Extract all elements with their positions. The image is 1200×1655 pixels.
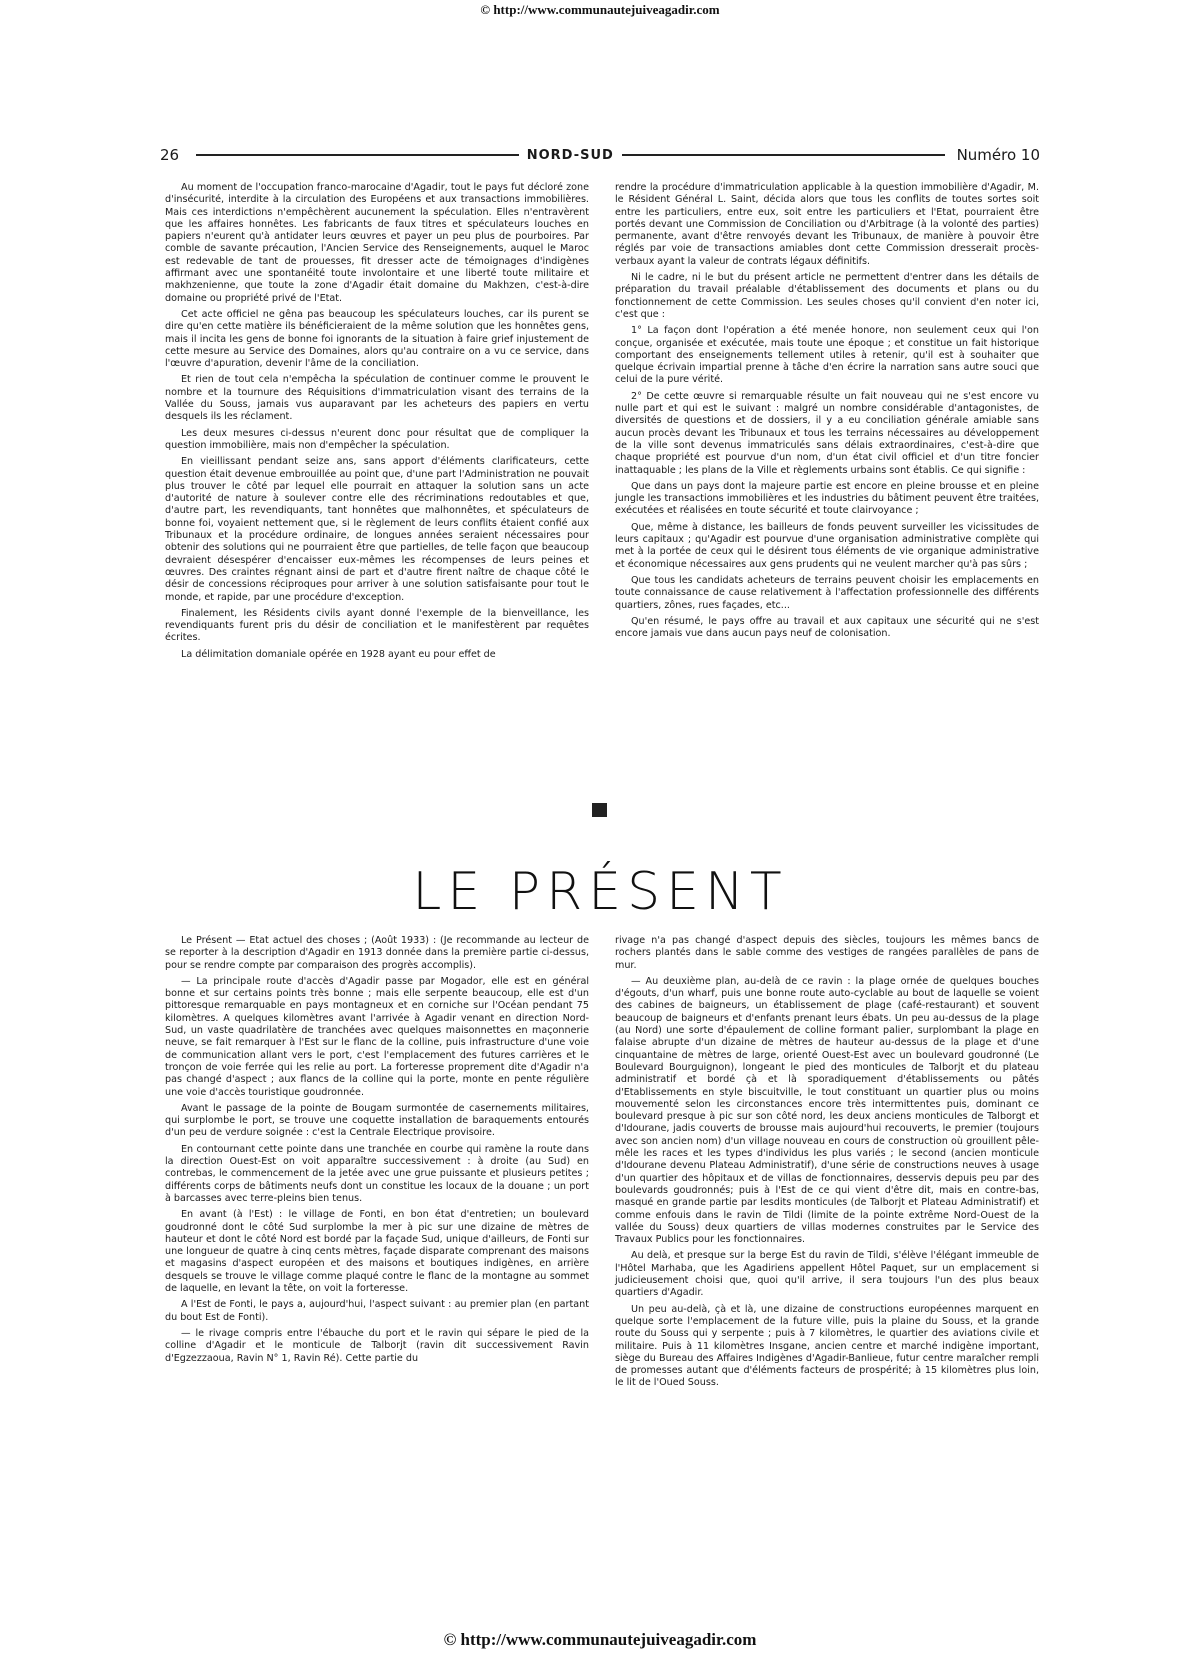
header-rule-right	[622, 154, 945, 156]
column-top-right	[615, 182, 1039, 644]
section-ornament	[592, 803, 607, 817]
paragraph: Au moment de l'occupation franco-marocaine d'Agadir, tout le pays fut décloré zone d'insécurité, interdite à la circulation des Européens et aux transactions immobilières. Mais ces interdictions n'empêchèrent aucunement la spéculation. Elles n'entravèrent que les affaires honnêtes. Les fabricants de faux titres et spéculateurs louches en papiers n'eurent qu'à antidater leurs œuvres et payer un peu plus de pourboires. Par comble de savante précaution, l'Ancien Service des Renseignements, auquel le Maroc est redevable de tant de prouesses, fit dresser acte de témoignages d'indigènes affirmant avec une spontanéité toute involontaire et une liberté toute militaire et makhzenienne, que toute la zone d'Agadir était domaine du Makhzen, c'est-à-dire domaine ou propriété privé de l'Etat.	[165, 182, 589, 304]
paragraph: 1° La façon dont l'opération a été menée honore, non seulement ceux qui l'on conçue, organisée et exécutée, mais toute une époque ; et constitue un fait historique comportant des enseignements tellement utiles à retenir, qu'il est à souhaiter que quelque écrivain impartial prenne à tâche d'en écrire la narration sans autre souci que celui de la pure vérité.	[615, 325, 1039, 386]
paragraph: En vieillissant pendant seize ans, sans apport d'éléments clarificateurs, cette question était devenue embrouillée au point que, d'une part l'Administration ne pouvait plus trouver le côté par lequel elle pourrait en attaquer la solution sans un acte d'autorité de nature à soulever contre elle des récriminations redoutables et que, d'autre part, les revendiquants, tant honnêtes que malhonnêtes, et spéculateurs de bonne foi, voyaient nettement que, si le règlement de leurs conflits étaient confié aux Tribunaux et la procédure ordinaire, de longues années seraient nécessaires pour obtenir des solutions qui ne pourraient être que partielles, de telle façon que beaucoup devraient désespérer d'encaisser eux-mêmes les récompenses de leurs peines et œuvres. Des craintes régnant ainsi de part et d'autre firent naître de chaque côté le désir de concessions réciproques pour arriver à une solution satisfaisante pour tout le monde, et rapide, par une procédure d'exception.	[165, 456, 589, 603]
paragraph: Un peu au-delà, çà et là, une dizaine de constructions européennes marquent en quelque sorte l'emplacement de la future ville, puis la plaine du Souss, et la grande route du Souss qui y serpente ; puis à 7 kilomètres, le quartier des aviations civile et militaire. Puis à 11 kilomètres Insgane, ancien centre et marché indigène important, siège du Bureau des Affaires Indigènes d'Agadir-Banlieue, futur centre maraîcher rempli de promesses autant que d'éléments facteurs de prospérité; à 15 kilomètres plus loin, le lit de l'Oued Souss.	[615, 1303, 1039, 1389]
column-top-left	[165, 182, 589, 665]
paragraph: Qu'en résumé, le pays offre au travail et aux capitaux une sécurité qui ne s'est encore jamais vue dans aucun pays neuf de colonisation.	[615, 615, 1039, 640]
column-bottom-left	[165, 935, 589, 1369]
paragraph: rivage n'a pas changé d'aspect depuis des siècles, toujours les mêmes bancs de rochers plantés dans le sable comme des vestiges de rangées parallèles de pans de mur.	[615, 935, 1039, 971]
paragraph: Le Présent — Etat actuel des choses ; (Août 1933) : (Je recommande au lecteur de se reporter à la description d'Agadir en 1913 donnée dans la première partie ci-dessus, pour se rendre compte par comparaison des progrès accomplis).	[165, 935, 589, 971]
paragraph: Au delà, et presque sur la berge Est du ravin de Tildi, s'élève l'élégant immeuble de l'Hôtel Marhaba, que les Agadiriens appellent Hôtel Paquet, sur un emplacement si judicieusement choisi que, quoi qu'il arrive, il sera toujours l'un des plus beaux quartiers d'Agadir.	[615, 1250, 1039, 1299]
masthead: NORD-SUD	[526, 147, 614, 163]
paragraph: Que dans un pays dont la majeure partie est encore en pleine brousse et en pleine jungle les transactions immobilières et les industries du bâtiment peuvent être traitées, exécutées et réalisées en toute sécurité et toute clairvoyance ;	[615, 480, 1039, 517]
paragraph: — le rivage compris entre l'ébauche du port et le ravin qui sépare le pied de la colline d'Agadir et le monticule de Talborjt (ravin dit successivement Ravin d'Egzezzaoua, Ravin N° 1, Ravin Ré). Cette partie du	[165, 1327, 589, 1364]
source-url-bottom[interactable]: © http://www.communautejuiveagadir.com	[443, 1630, 757, 1649]
paragraph: Que tous les candidats acheteurs de terrains peuvent choisir les emplacements en toute connaissance de cause relativement à l'affectation professionnelle des différents quartiers, zônes, rues façades, etc...	[615, 574, 1039, 611]
column-bottom-right	[615, 935, 1039, 1394]
page-number: 26	[160, 146, 180, 164]
paragraph: En avant (à l'Est) : le village de Fonti, en bon état d'entretien; un boulevard goudronné dont le côté Sud surplombe la mer à pic sur une dizaine de mètres de hauteur et dont le côté Nord est bordé par la façade Sud, unique d'ailleurs, de Fonti sur une longueur de quatre à cinq cents mètres, façade disparate comprenant des maisons et magasins d'aspect européen et des maisons et boutiques indigènes, en arrière desquels se trouve le village comme plaqué contre le flanc de la montagne au sommet de laquelle, en levant la tête, on voit la forteresse.	[165, 1209, 589, 1295]
paragraph: Avant le passage de la pointe de Bougam surmontée de casernements militaires, qui surplombe le port, se trouve une coquette installation de baraquements entourés d'un peu de verdure soignée : c'est la Centrale Electrique provisoire.	[165, 1102, 589, 1139]
header-rule-left	[196, 154, 519, 156]
paragraph: Les deux mesures ci-dessus n'eurent donc pour résultat que de compliquer la question immobilière, mais non d'empêcher la spéculation.	[165, 427, 589, 451]
paragraph: La délimitation domaniale opérée en 1928 ayant eu pour effet de	[181, 648, 496, 660]
paragraph: — Au deuxième plan, au-delà de ce ravin : la plage ornée de quelques bouches d'égouts, d'un wharf, puis une bonne route auto-cyclable au bout de laquelle se voient des cabines de baigneurs, un établissement de plage (café-restaurant) et souvent beaucoup de baigneurs et d'enfants prenant leurs ébats. Un peu au-dessus de la plage (au Nord) une sorte d'épaulement de colline formant palier, surplombant la plage en falaise abrupte d'un dizaine de mètres de hauteur au-dessus de la plage et d'une cinquantaine de mètres de large, orienté Ouest-Est avec un boulevard goudronné (Le Boulevard Bourguignon), longeant le pied des monticules de Talborjt et du plateau administratif et bordé çà et là sporadiquement d'établissements ou pâtés d'Etablissements en style biscuitville, le tout constituant un quartier plus ou moins mouvementé selon les circonstances encore très intermittentes puis, dominant ce boulevard presque à pic sur son côté nord, les deux anciens monticules de Talborgt et d'Idourane, jadis couverts de brousse mais aujourd'hui recouverts, le premier (toujours avec son ancien nom) d'un village nouveau en cours de construction où grouillent pêle-mêle les races et les types d'individus les plus variés ; le second (ancien monticule d'Idourane devenu Plateau Administratif), d'une série de constructions neuves à usage d'un quartier des hôpitaux et de villas de fonctionnaires, desservis depuis peu par des boulevards goudronnés; puis à l'Est de ce qui vient d'être dit, mais en contre-bas, masqué en grande partie par lesdits monticules (de Talborjt et Plateau Administratif) et comme enfouis dans le ravin de Tildi (limite de la pointe extrême Nord-Ouest de la vallée du Souss) deux quartiers de villas modernes construites par le Service des Travaux Publics pour les fonctionnaires.	[615, 975, 1039, 1246]
paragraph: — La principale route d'accès d'Agadir passe par Mogador, elle est en général bonne et sur certains points très bonne ; mais elle serpente beaucoup, elle est d'un pittoresque remarquable en pays montagneux et en corniche sur l'Océan pendant 75 kilomètres. A quelques kilomètres avant l'arrivée à Agadir venant en direction Nord-Sud, un vaste quadrilatère de tranchées avec quelques maisonnettes en maçonnerie neuve, se fait remarquer à l'Est sur le flanc de la colline, puis infrastructure d'une voie de communication allant vers le port, c'est l'emplacement des futures carrières et le tronçon de voie ferrée qui les relie au port. La forteresse proprement dite d'Agadir n'a pas changé d'aspect ; aux flancs de la colline qui la porte, monte en pente régulière une voie d'accès touristique goudronnée.	[165, 975, 589, 1098]
paragraph: 2° De cette œuvre si remarquable résulte un fait nouveau qui ne s'est encore vu nulle part et qui est le suivant : malgré un nombre considérable d'antagonistes, de diversités de questions et de dossiers, il y a eu conciliation générale amiable sans aucun procès devant les Tribunaux et tous les terrains nécessaires au développement de la ville sont devenus immatriculés sans délais extraordinaires, c'est-à-dire que chaque propriété est pourvue d'un nom, d'un état civil officiel et d'un titre foncier inattaquable ; les plans de la Ville et règlements urbains sont établis. Ce qui signifie :	[615, 390, 1039, 476]
paragraph: rendre la procédure d'immatriculation applicable à la question immobilière d'Agadir, M. le Résident Général L. Saint, décida alors que tous les conflits de toutes sortes soit entre les particuliers, entre eux, soit entre les particuliers et l'Etat, pourraient être portés devant une Commission de Conciliation ou d'Arbitrage (à la volonté des parties) permanente, avant d'être renvoyés devant les Tribunaux, de manière à pouvoir être réglés par voie de transactions amiables dont cette Commission dresserait procès-verbaux ayant la valeur de contrats légaux définitifs.	[615, 182, 1039, 267]
paragraph: Que, même à distance, les bailleurs de fonds peuvent surveiller les vicissitudes de leurs capitaux ; qu'Agadir est pourvue d'une organisation administrative complète qui met à la portée de ceux qui le désirent tous éléments de vie organique administrative et économique nécessaires aux gens prudents qui ne veulent marcher qu'à pas sûrs ;	[615, 521, 1039, 570]
paragraph: Et rien de tout cela n'empêcha la spéculation de continuer comme le prouvent le nombre et la tournure des Réquisitions d'immatriculation visant des terrains de la Vallée du Souss, jamais vus auparavant par les acheteurs des papiers en vertu desquels ils les réclament.	[165, 374, 589, 423]
section-title: LE PRÉSENT	[412, 862, 788, 922]
issue-number: Numéro 10	[956, 146, 1040, 164]
paragraph: Finalement, les Résidents civils ayant donné l'exemple de la bienveillance, les revendiquants furent pris du désir de conciliation et le manifestèrent par requêtes écrites.	[165, 607, 589, 644]
paragraph: Ni le cadre, ni le but du présent article ne permettent d'entrer dans les détails de préparation du travail préalable d'établissement des documents et plans ou du fonctionnement de cette Commission. Les seules choses qu'il convient d'en noter ici, c'est que :	[615, 272, 1039, 320]
paragraph: En contournant cette pointe dans une tranchée en courbe qui ramène la route dans la direction Ouest-Est on voit apparaître successivement : à droite (au Sud) en contrebas, le commencement de la jetée avec une grue puissante et plusieurs petites ; différents corps de bâtiments neufs dont un constitue les locaux de la douane ; un port à barcasses avec terre-pleins bien tenus.	[165, 1143, 589, 1204]
page-header	[160, 143, 1040, 167]
paragraph: Cet acte officiel ne gêna pas beaucoup les spéculateurs louches, car ils purent se dire qu'en cette matière ils bénéficieraient de la même solution que les honnêtes gens, mais il incita les gens de bonne foi ignorants de la situation à faire grief injustement de cette mesure au Service des Domaines, alors qu'au contraire on a vu ce service, dans l'œuvre d'apuration, devenir l'âme de la conciliation.	[165, 308, 589, 370]
source-url-top[interactable]: © http://www.communautejuiveagadir.com	[480, 2, 720, 17]
paragraph: A l'Est de Fonti, le pays a, aujourd'hui, l'aspect suivant : au premier plan (en partant du bout Est de Fonti).	[165, 1299, 589, 1323]
